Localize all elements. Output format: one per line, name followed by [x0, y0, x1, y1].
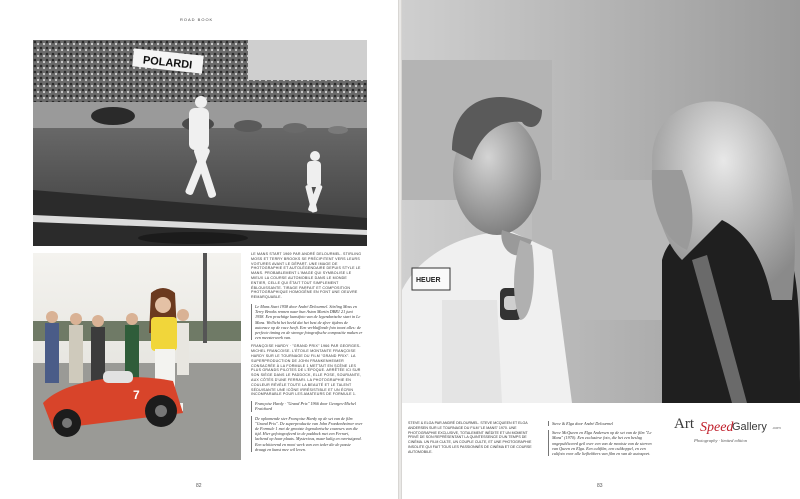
hardy-caption-dutch: De opkomende ster Françoise Hardy op de set van de film "Grand Prix". De superproductie van John Frankenheimer over de Formule 1 met de grootste legendarische coureurs van die tijd. Hier gefotografeerd in de paddock met een Ferrari, lachend op haar plaats. Mysterieus, maar kalig en overtuigend. Een schitterend en mooi werk van een ieder die de passie draagt en kunst mee wil leven. — [251, 416, 363, 452]
artspeed-gallery-logo — [672, 416, 782, 452]
left-caption-column — [251, 252, 363, 456]
svg-text:POLARDI: POLARDI — [142, 54, 193, 72]
page-number-right: 83 — [597, 483, 603, 489]
le-mans-start-photo — [33, 40, 367, 246]
steve-mcqueen-photo — [402, 0, 800, 403]
logo-dotcom: .com — [772, 425, 781, 430]
logo-art: Art — [674, 416, 694, 432]
francoise-hardy-photo — [33, 253, 241, 460]
left-page — [0, 0, 398, 499]
intro-caption-dutch: Le Mans Start 1958 door André Delourmel. Stirling Moss en Terry Brooks rennen naar hun Aston Martin DBR1 21 juni 1958. Een prachtige kunstfoto van de legendarische start in Le Mans. Wellicht het beeld dat het best de sfeer tijdens de autorace op de race heeft. Een verbluffende foto toont alles: de perfecte timing en de strenge fotografische compositie maken er een meesterwerk van. — [251, 304, 363, 340]
intro-caption: LE MANS START 1969 PAR ANDRÉ DELOURMEL. STIRLING MOSS ET TERRY BROOKS SE PRÉCIPITENT VERS LEURS VOITURES AVANT LE DÉPART. UNE IMAGE DE PHOTOGRAPHIE ET AUTOLÉGENDAIRE DEPUIS STYLE LE MANS. PROBABLEMENT L'IMAGE QUI SYMBOLISE LE MIEUX LA COURSE AUTOMOBILE DANS LE MONDE ENTIER, CELLE QUI ÉTAIT TOUT SIMPLEMENT ÉBLOUISSANTE. TIRAGE PARFAIT ET COMPOSITION PHOTOGRAPHIQUE HOMOGÈNE EN FONT UNE OEUVRE REMARQUABLE. — [251, 252, 362, 300]
page-header: ROAD BOOK — [180, 17, 214, 22]
logo-speed: Speed — [700, 420, 734, 435]
right-caption-french: STEVE & ELGA PAR ANDRÉ DELOURMEL. STEVE MCQUEEN ET ELGA ANDERSEN SUR LE TOURNAGE DU FILM "LE MANS" 1970. UNE PHOTOGRAPHIE EXCLUSIVE, TOTALEMENT INÉDITE ET UN MOMENT PRIVÉ DE SON REPRÉSENTANT LA QUINTESSENCE D'UN TEMPS DE CINÉMA. UN FILM CULTE, UN COUPLE CULTE, ET UNE PHOTOGRAPHIE INSOLITE QUI FAIT TOUS LES PASSIONNÉS DE CINÉMA ET DE COURSE AUTOMOBILE. — [408, 421, 532, 454]
right-caption-dutch-column — [548, 421, 658, 460]
hardy-caption-title: Françoise Hardy · "Grand Prix" 1966 door Georges-Michel Fraichard — [251, 401, 363, 411]
svg-text:HEUER: HEUER — [416, 277, 441, 284]
svg-text:7: 7 — [133, 388, 140, 402]
hardy-caption: FRANÇOISE HARDY · "GRAND PRIX" 1966 PAR GEORGES-MICHEL FRANCOISE. L'ÉTOILE MONTANTE FRANÇOISE HARDY SUR LE TOURNAGE DU FILM "GRAND PRIX". LA SUPERPRODUCTION DE JOHN FRANKENHEIMER CONSACRÉE À LA FORMULE 1 METTAIT EN SCÈNE LES PLUS GRANDS PILOTES DE L'ÉPOQUE. ARRÊTÉE ICI SUR SON SIÈGE DANS LE PADDOCK, ELLE POSE, SOURIANTE, AUX CÔTÉS D'UNE FERRARI. LA PHOTOGRAPHIE EN COULEUR RÉVÈLE TOUTE LA BEAUTÉ ET LE TALENT SÉDUISANTE UNE ICÔNE IRRÉSISTIBLE ET UN ÉCRIN INCOMPARABLE POUR LES AMATEURS DE FORMULE 1. — [251, 344, 361, 397]
logo-tagline: Photography · limited edition — [694, 438, 747, 443]
page-number-left: 82 — [196, 483, 202, 489]
right-caption-title: Steve & Elga door André Delourmel — [548, 421, 658, 426]
right-caption-dutch: Steve McQueen en Elga Andersen op de set van de film "Le Mans" (1970). Een exclusieve foto, die het een beslag ongepubliceerd geil over een van de mooiste van de sterren van Queen en Elga. Een cultfilm, een cultkoppel, en een cultfoto voor alle liefhebbers van film en van de autosport. — [548, 430, 658, 456]
logo-gallery: Gallery — [732, 421, 767, 433]
